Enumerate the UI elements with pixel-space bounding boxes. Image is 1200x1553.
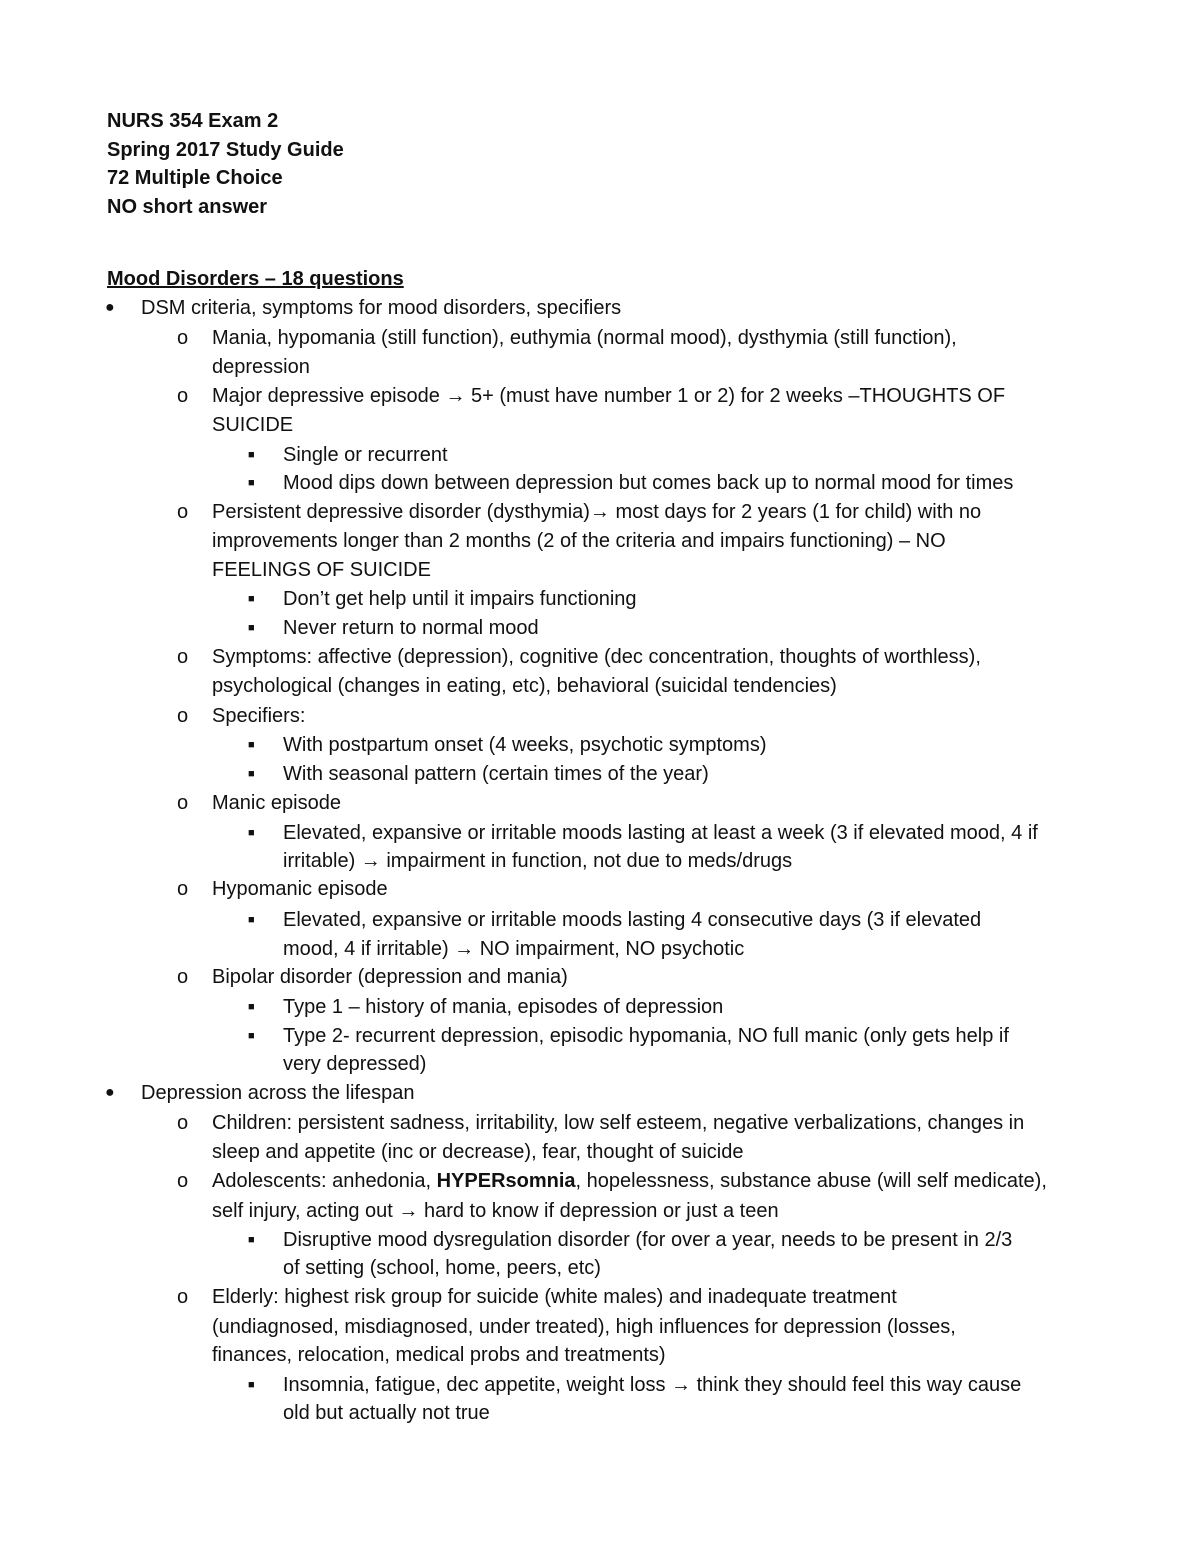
list-item: Depression across the lifespan bbox=[141, 1082, 415, 1104]
list-item-continued: SUICIDE bbox=[212, 414, 294, 436]
list-item-continued: (undiagnosed, misdiagnosed, under treated), high influences for depression (losses, bbox=[212, 1316, 956, 1338]
square-marker: ■ bbox=[248, 449, 255, 461]
circle-marker: o bbox=[177, 385, 189, 407]
circle-marker: o bbox=[177, 792, 189, 814]
square-marker: ■ bbox=[248, 739, 255, 751]
circle-marker: o bbox=[177, 966, 189, 988]
list-item: Elderly: highest risk group for suicide (white males) and inadequate treatment bbox=[212, 1286, 897, 1308]
circle-marker: o bbox=[177, 501, 189, 523]
circle-marker: o bbox=[177, 705, 189, 727]
list-item: With seasonal pattern (certain times of the year) bbox=[283, 763, 709, 785]
list-item: With postpartum onset (4 weeks, psychotic symptoms) bbox=[283, 734, 767, 756]
short-answer-note: NO short answer bbox=[107, 196, 268, 219]
section-title: Mood Disorders – 18 questions bbox=[107, 268, 404, 290]
list-item-continued: mood, 4 if irritable) → NO impairment, NO psychotic bbox=[283, 938, 745, 960]
list-item-continued: self injury, acting out → hard to know if depression or just a teen bbox=[212, 1200, 779, 1222]
list-item bbox=[212, 1167, 1047, 1196]
list-item-continued: depression bbox=[212, 356, 310, 378]
question-format: 72 Multiple Choice bbox=[107, 167, 283, 190]
bullet-marker: ● bbox=[105, 1084, 115, 1101]
list-item-continued: psychological (changes in eating, etc), behavioral (suicidal tendencies) bbox=[212, 675, 837, 697]
list-item: Specifiers: bbox=[212, 705, 306, 727]
square-marker: ■ bbox=[248, 768, 255, 780]
list-item-continued: of setting (school, home, peers, etc) bbox=[283, 1257, 601, 1279]
circle-marker: o bbox=[177, 327, 189, 349]
square-marker: ■ bbox=[248, 593, 255, 605]
bullet-marker: ● bbox=[105, 299, 115, 316]
bold-term: HYPERsomnia bbox=[436, 1170, 576, 1192]
list-item: Elevated, expansive or irritable moods lasting at least a week (3 if elevated mood, 4 if bbox=[283, 822, 1038, 844]
list-item-continued: old but actually not true bbox=[283, 1402, 490, 1424]
list-item-continued: finances, relocation, medical probs and treatments) bbox=[212, 1344, 666, 1366]
course-title: NURS 354 Exam 2 bbox=[107, 110, 279, 132]
list-item-text: , hopelessness, substance abuse (will self medicate), bbox=[575, 1170, 1047, 1192]
square-marker: ■ bbox=[248, 1379, 255, 1391]
list-item: Bipolar disorder (depression and mania) bbox=[212, 966, 568, 988]
list-item: DSM criteria, symptoms for mood disorders, specifiers bbox=[141, 297, 622, 319]
study-guide-title: Spring 2017 Study Guide bbox=[107, 138, 344, 161]
list-item: Disruptive mood dysregulation disorder (for over a year, needs to be present in 2/3 bbox=[283, 1229, 1013, 1251]
list-item: Don’t get help until it impairs functioning bbox=[283, 588, 637, 610]
list-item: Single or recurrent bbox=[283, 444, 448, 466]
square-marker: ■ bbox=[248, 1030, 255, 1042]
circle-marker: o bbox=[177, 1112, 189, 1134]
list-item: Never return to normal mood bbox=[283, 617, 539, 639]
square-marker: ■ bbox=[248, 1234, 255, 1246]
square-marker: ■ bbox=[248, 622, 255, 634]
list-item: Mood dips down between depression but comes back up to normal mood for times bbox=[283, 472, 1014, 494]
list-item: Type 1 – history of mania, episodes of depression bbox=[283, 996, 724, 1018]
circle-marker: o bbox=[177, 1286, 189, 1308]
square-marker: ■ bbox=[248, 477, 255, 489]
list-item: Persistent depressive disorder (dysthymia)→ most days for 2 years (1 for child) with no bbox=[212, 501, 982, 523]
list-item-continued: irritable) → impairment in function, not due to meds/drugs bbox=[283, 850, 793, 872]
list-item: Hypomanic episode bbox=[212, 878, 388, 900]
square-marker: ■ bbox=[248, 1001, 255, 1013]
list-item-continued: very depressed) bbox=[283, 1053, 427, 1075]
circle-marker: o bbox=[177, 878, 189, 900]
circle-marker: o bbox=[177, 646, 189, 668]
square-marker: ■ bbox=[248, 827, 255, 839]
list-item-continued: FEELINGS OF SUICIDE bbox=[212, 559, 431, 581]
list-item: Symptoms: affective (depression), cognitive (dec concentration, thoughts of worthless), bbox=[212, 646, 981, 668]
list-item-continued: improvements longer than 2 months (2 of the criteria and impairs functioning) – NO bbox=[212, 530, 946, 552]
list-item: Children: persistent sadness, irritability, low self esteem, negative verbalizations, changes in bbox=[212, 1112, 1025, 1134]
list-item: Major depressive episode → 5+ (must have number 1 or 2) for 2 weeks –THOUGHTS OF bbox=[212, 385, 1006, 407]
circle-marker: o bbox=[177, 1170, 189, 1192]
list-item-continued: sleep and appetite (inc or decrease), fear, thought of suicide bbox=[212, 1141, 744, 1163]
list-item: Mania, hypomania (still function), euthymia (normal mood), dysthymia (still function), bbox=[212, 327, 957, 349]
list-item: Elevated, expansive or irritable moods lasting 4 consecutive days (3 if elevated bbox=[283, 909, 982, 931]
list-item: Manic episode bbox=[212, 792, 341, 814]
list-item: Insomnia, fatigue, dec appetite, weight loss → think they should feel this way cause bbox=[283, 1374, 1022, 1396]
list-item-text: Adolescents: anhedonia, bbox=[212, 1170, 437, 1192]
list-item: Type 2- recurrent depression, episodic hypomania, NO full manic (only gets help if bbox=[283, 1025, 1009, 1047]
document-header bbox=[107, 107, 344, 222]
square-marker: ■ bbox=[248, 914, 255, 926]
